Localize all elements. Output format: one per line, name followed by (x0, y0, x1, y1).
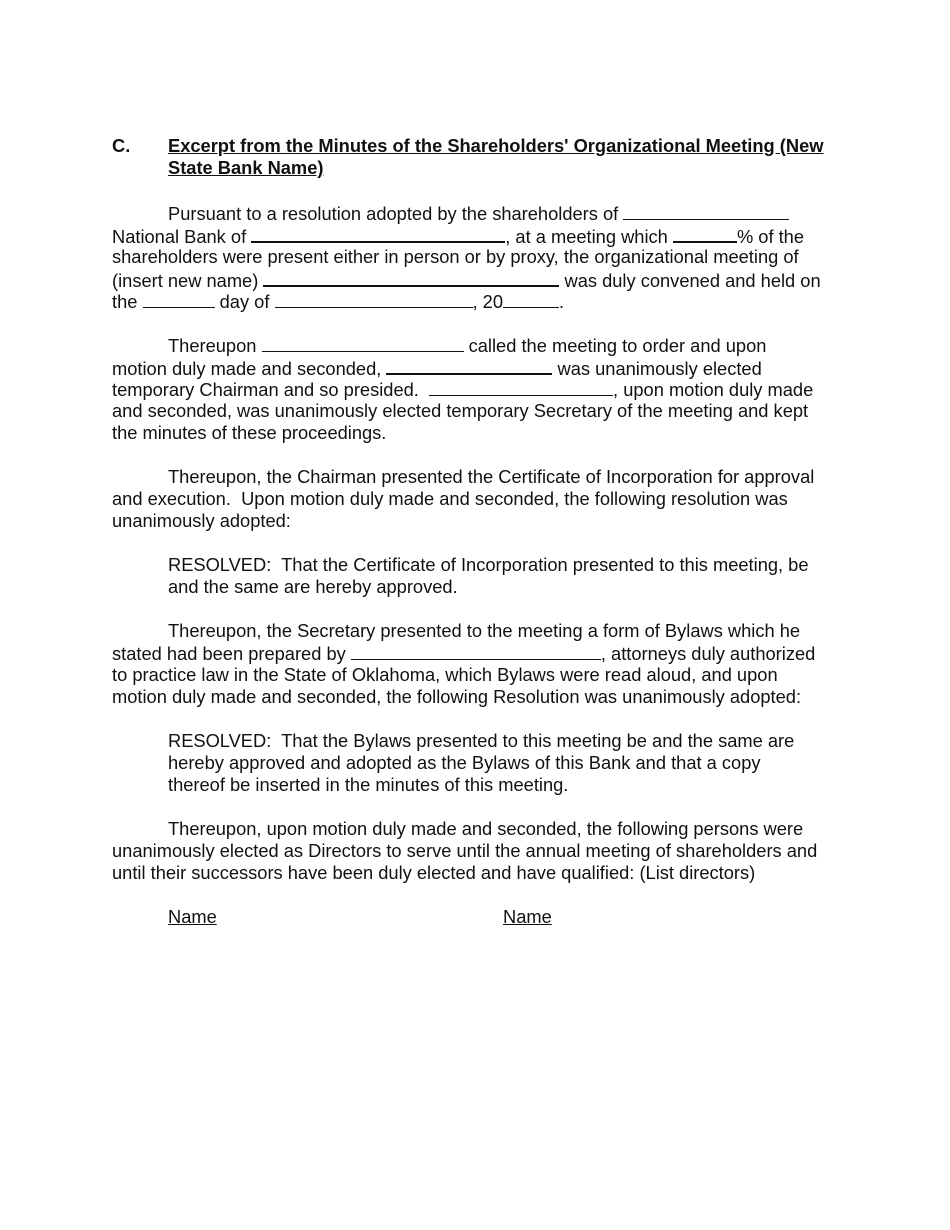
attorneys-blank[interactable] (351, 642, 601, 660)
p5-line-3: until their successors have been duly elected and have qualified: (List directors) (112, 862, 756, 883)
p1-line-2: National Bank of , at a meeting which % of the (112, 226, 805, 247)
day-blank[interactable] (143, 290, 215, 308)
p4-line-3: to practice law in the State of Oklahoma, which Bylaws were read aloud, and upon (112, 664, 778, 685)
p3-line-1: Thereupon, the Chairman presented the Certificate of Incorporation for approval (168, 466, 815, 487)
heading-line-2: State Bank Name) (168, 157, 324, 178)
resolution-2-line-1: RESOLVED: That the Bylaws presented to this meeting be and the same are (168, 730, 795, 751)
caller-blank[interactable] (262, 334, 464, 352)
name-column-2-header: Name (503, 906, 552, 927)
p2-line-1: Thereupon called the meeting to order and upon (168, 335, 767, 356)
p5-line-1: Thereupon, upon motion duly made and seconded, the following persons were (168, 818, 804, 839)
p1-line-3: shareholders were present either in person or by proxy, the organizational meeting of (112, 246, 799, 267)
resolution-1-line-1: RESOLVED: That the Certificate of Incorporation presented to this meeting, be (168, 554, 809, 575)
p1-line-5: the day of , 20 . (112, 291, 565, 312)
shareholders-blank[interactable] (623, 202, 789, 220)
p1-line-1: Pursuant to a resolution adopted by the shareholders of (168, 202, 789, 225)
p2-line-4: and seconded, was unanimously elected temporary Secretary of the meeting and kept (112, 400, 809, 421)
chairman-blank[interactable] (386, 356, 552, 375)
p2-line-2: motion duly made and seconded, was unanimously elected (112, 358, 762, 379)
new-name-blank[interactable] (263, 268, 559, 287)
national-bank-blank[interactable] (251, 224, 505, 243)
p4-line-2: stated had been prepared by , attorneys duly authorized (112, 643, 816, 664)
p5-line-2: unanimously elected as Directors to serve until the annual meeting of shareholders and (112, 840, 818, 861)
p4-line-4: motion duly made and seconded, the following Resolution was unanimously adopted: (112, 686, 802, 707)
p3-line-2: and execution. Upon motion duly made and seconded, the following resolution was (112, 488, 788, 509)
p2-line-5: the minutes of these proceedings. (112, 422, 387, 443)
resolution-2-line-2: hereby approved and adopted as the Bylaws of this Bank and that a copy (168, 752, 761, 773)
p4-line-1: Thereupon, the Secretary presented to the meeting a form of Bylaws which he (168, 620, 801, 641)
resolution-2-line-3: thereof be inserted in the minutes of this meeting. (168, 774, 569, 795)
resolution-1-line-2: and the same are hereby approved. (168, 576, 458, 597)
year-blank[interactable] (503, 290, 559, 308)
p3-line-3: unanimously adopted: (112, 510, 291, 531)
month-blank[interactable] (275, 290, 473, 308)
p1-line-4: (insert new name) was duly convened and held on (112, 270, 821, 291)
percent-blank[interactable] (673, 224, 737, 243)
heading-line-1: Excerpt from the Minutes of the Shareholders' Organizational Meeting (New (168, 135, 824, 156)
secretary-blank[interactable] (429, 378, 613, 396)
name-column-1-header: Name (168, 906, 217, 927)
section-letter: C. (112, 135, 131, 156)
p2-line-3: temporary Chairman and so presided. , upon motion duly made (112, 379, 814, 400)
